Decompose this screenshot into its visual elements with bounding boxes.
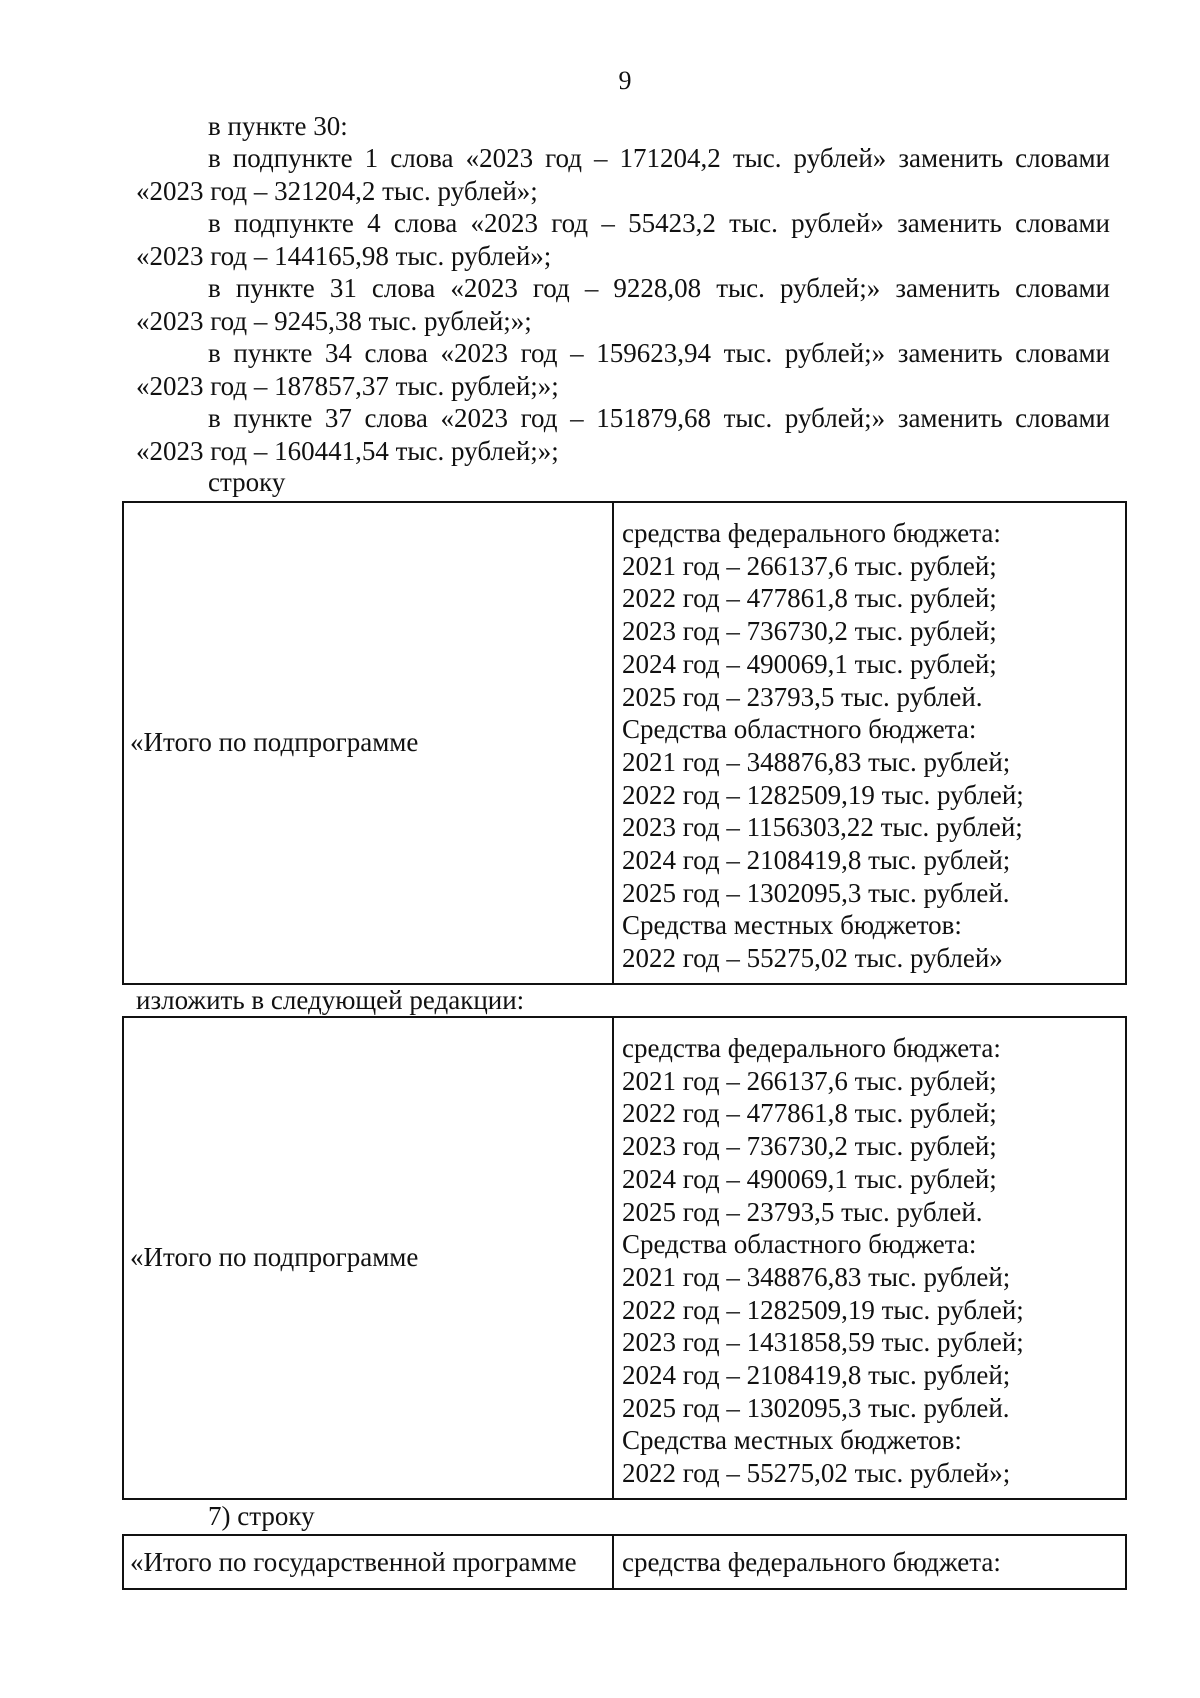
value-line: средства федерального бюджета: bbox=[622, 518, 1001, 548]
value-line: Средства областного бюджета: bbox=[622, 1229, 977, 1260]
value-line: 2024 год – 2108419,8 тыс. рублей; bbox=[622, 845, 1011, 876]
value-line: Средства областного бюджета: bbox=[622, 714, 977, 745]
value-line: Средства местных бюджетов: bbox=[622, 1425, 962, 1456]
table-row bbox=[123, 1535, 1126, 1589]
paragraph-restate: изложить в следующей редакции: bbox=[136, 985, 525, 1015]
value-line: средства федерального бюджета: bbox=[622, 1033, 1001, 1063]
value-line: 2023 год – 1156303,22 тыс. рублей; bbox=[622, 812, 1023, 843]
paragraph-point-30: в пункте 30: bbox=[208, 111, 348, 141]
value-line: 2024 год – 2108419,8 тыс. рублей; bbox=[622, 1360, 1011, 1391]
program-row-value: средства федерального бюджета: bbox=[613, 1535, 1126, 1589]
value-line: 2023 год – 736730,2 тыс. рублей; bbox=[622, 1131, 997, 1162]
value-line: 2022 год – 1282509,19 тыс. рублей; bbox=[622, 1294, 1024, 1325]
value-line: 2025 год – 1302095,3 тыс. рублей. bbox=[622, 877, 1010, 908]
old-row-label: «Итого по подпрограмме bbox=[123, 502, 613, 984]
program-row-table bbox=[122, 1534, 1127, 1590]
new-row-values bbox=[613, 1017, 1126, 1499]
table-row bbox=[123, 1017, 1126, 1499]
paragraph-point-34-cont: «2023 год – 187857,37 тыс. рублей;»; bbox=[136, 371, 559, 401]
paragraph-point-31: в пункте 31 слова «2023 год – 9228,08 тыс. рублей;» заменить словами bbox=[208, 273, 1110, 303]
old-row-values bbox=[613, 502, 1126, 984]
value-line: 2021 год – 348876,83 тыс. рублей; bbox=[622, 746, 1011, 777]
value-line: 2022 год – 55275,02 тыс. рублей»; bbox=[622, 1458, 1011, 1489]
page-number: 9 bbox=[618, 66, 632, 95]
table-row bbox=[123, 502, 1126, 984]
value-line: 2024 год – 490069,1 тыс. рублей; bbox=[622, 1163, 997, 1194]
new-row-label: «Итого по подпрограмме bbox=[123, 1017, 613, 1499]
paragraph-point-37: в пункте 37 слова «2023 год – 151879,68 тыс. рублей;» заменить словами bbox=[208, 403, 1110, 433]
value-line: 2021 год – 266137,6 тыс. рублей; bbox=[622, 550, 997, 581]
paragraph-subpoint-4: в подпункте 4 слова «2023 год – 55423,2 тыс. рублей» заменить словами bbox=[208, 208, 1110, 238]
value-line: 2025 год – 1302095,3 тыс. рублей. bbox=[622, 1392, 1010, 1423]
value-line: 2021 год – 266137,6 тыс. рублей; bbox=[622, 1065, 997, 1096]
value-line: 2022 год – 55275,02 тыс. рублей» bbox=[622, 943, 1003, 974]
paragraph-point-37-cont: «2023 год – 160441,54 тыс. рублей;»; bbox=[136, 436, 559, 466]
value-line: 2023 год – 1431858,59 тыс. рублей; bbox=[622, 1327, 1024, 1358]
program-row-label: «Итого по государственной программе bbox=[123, 1535, 613, 1589]
new-row-table bbox=[122, 1016, 1127, 1500]
paragraph-subpoint-1: в подпункте 1 слова «2023 год – 171204,2 тыс. рублей» заменить словами bbox=[208, 143, 1110, 173]
value-line: 2022 год – 1282509,19 тыс. рублей; bbox=[622, 779, 1024, 810]
paragraph-row-intro: строку bbox=[208, 467, 286, 497]
paragraph-point-31-cont: «2023 год – 9245,38 тыс. рублей;»; bbox=[136, 306, 532, 336]
value-line: 2021 год – 348876,83 тыс. рублей; bbox=[622, 1261, 1011, 1292]
value-line: Средства местных бюджетов: bbox=[622, 910, 962, 941]
old-row-table bbox=[122, 501, 1127, 985]
value-line: 2023 год – 736730,2 тыс. рублей; bbox=[622, 616, 997, 647]
value-line: 2022 год – 477861,8 тыс. рублей; bbox=[622, 1098, 997, 1129]
value-line: 2025 год – 23793,5 тыс. рублей. bbox=[622, 681, 983, 712]
paragraph-subpoint-4-cont: «2023 год – 144165,98 тыс. рублей»; bbox=[136, 241, 552, 271]
paragraph-point-34: в пункте 34 слова «2023 год – 159623,94 тыс. рублей;» заменить словами bbox=[208, 338, 1110, 368]
value-line: 2022 год – 477861,8 тыс. рублей; bbox=[622, 583, 997, 614]
paragraph-item-7: 7) строку bbox=[208, 1501, 315, 1531]
paragraph-subpoint-1-cont: «2023 год – 321204,2 тыс. рублей»; bbox=[136, 176, 538, 206]
value-line: 2024 год – 490069,1 тыс. рублей; bbox=[622, 648, 997, 679]
value-line: 2025 год – 23793,5 тыс. рублей. bbox=[622, 1196, 983, 1227]
